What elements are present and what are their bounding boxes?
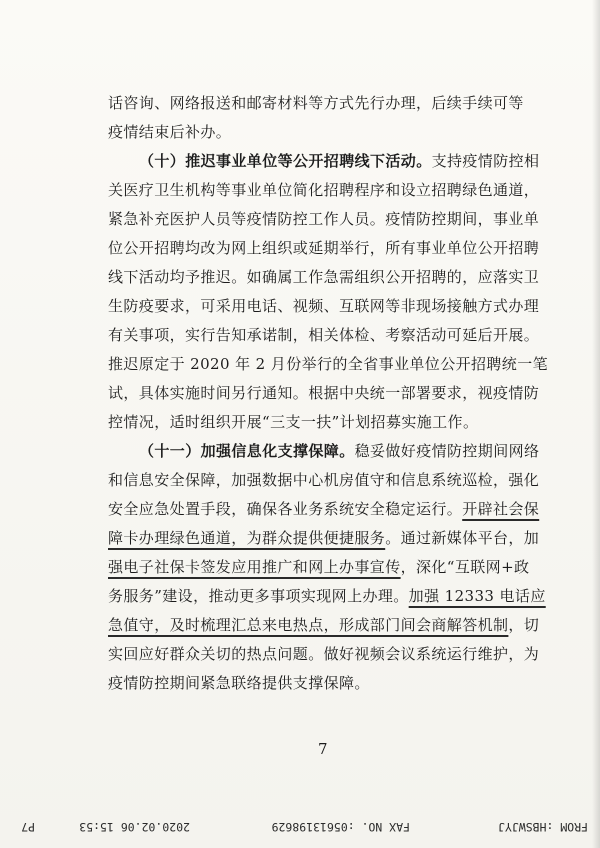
fax-page: P7 bbox=[21, 820, 35, 834]
fax-header bbox=[0, 816, 600, 838]
text-line bbox=[108, 582, 558, 611]
text-line bbox=[108, 553, 558, 582]
text-segment: 和信息安全保障，加强数据中心机房值守和信息系统巡检，强化 bbox=[108, 471, 540, 489]
text-segment: 。通过新媒体平台，加 bbox=[385, 529, 540, 547]
fax-datetime: 2020.02.06 15:53 bbox=[79, 820, 190, 834]
text-line bbox=[108, 524, 558, 553]
text-segment: ，切 bbox=[508, 616, 540, 634]
text-line bbox=[108, 437, 558, 466]
text-line bbox=[108, 234, 558, 263]
text-line bbox=[108, 640, 558, 669]
fax-from: FROM :HBSWJYJ bbox=[497, 820, 588, 834]
text-line bbox=[108, 118, 558, 147]
text-segment: 紧急补充医护人员等疫情防控工作人员。疫情防控期间，事业单 bbox=[108, 210, 540, 228]
text-line bbox=[108, 89, 558, 118]
text-segment: 安全应急处置手段，确保各业务系统安全稳定运行。 bbox=[108, 500, 463, 518]
text-segment: 有关事项，实行告知承诺制，相关体检、考察活动可延后开展。 bbox=[108, 326, 540, 344]
body-text bbox=[108, 89, 558, 698]
underlined-text: 障卡办理绿色通道，为群众提供便捷服务 bbox=[108, 529, 386, 547]
text-line bbox=[108, 466, 558, 495]
section-heading: （十）推迟事业单位等公开招聘线下活动。 bbox=[139, 152, 432, 170]
text-segment: 稳妥做好疫情防控期间网络 bbox=[354, 442, 540, 460]
text-segment: 话咨询、网络报送和邮寄材料等方式先行办理，后续手续可等 bbox=[108, 94, 524, 112]
text-segment: 疫情结束后补办。 bbox=[108, 123, 232, 141]
text-segment: 实回应好群众关切的热点问题。做好视频会议系统运行维护，为 bbox=[108, 645, 540, 663]
text-segment: ，深化“互联网+政 bbox=[400, 558, 530, 576]
page-number: 7 bbox=[318, 740, 328, 758]
text-line bbox=[108, 205, 558, 234]
text-line bbox=[108, 147, 558, 176]
text-segment: 控情况，适时组织开展“三支一扶”计划招募实施工作。 bbox=[108, 413, 479, 431]
text-segment: 务服务”建设，推动更多事项实现网上办理。 bbox=[108, 587, 409, 605]
text-line bbox=[108, 176, 558, 205]
fax-number: FAX NO. :05613198629 bbox=[271, 820, 410, 834]
text-segment: 试，具体实施时间另行通知。根据中央统一部署要求，视疫情防 bbox=[108, 384, 540, 402]
text-line bbox=[108, 321, 558, 350]
text-segment: 推迟原定于 2020 年 2 月份举行的全省事业单位公开招聘统一笔 bbox=[108, 355, 548, 373]
text-line bbox=[108, 292, 558, 321]
text-line bbox=[108, 350, 558, 379]
page-edge-shadow bbox=[592, 0, 600, 848]
underlined-text: 急值守，及时梳理汇总来电热点，形成部门间会商解答机制 bbox=[108, 616, 509, 634]
text-segment: 关医疗卫生机构等事业单位简化招聘程序和设立招聘绿色通道， bbox=[108, 181, 540, 199]
text-segment: 支持疫情防控相 bbox=[431, 152, 540, 170]
text-segment: 生防疫要求，可采用电话、视频、互联网等非现场接触方式办理 bbox=[108, 297, 540, 315]
underlined-text: 加强 12333 电话应 bbox=[408, 587, 546, 605]
text-line bbox=[108, 408, 558, 437]
text-line bbox=[108, 495, 558, 524]
text-line bbox=[108, 669, 558, 698]
section-heading: （十一）加强信息化支撑保障。 bbox=[139, 442, 355, 460]
text-segment: 线下活动均予推迟。如确属工作急需组织公开招聘的，应落实卫 bbox=[108, 268, 540, 286]
underlined-text: 开辟社会保 bbox=[462, 500, 540, 518]
text-line bbox=[108, 611, 558, 640]
text-segment: 疫情防控期间紧急联络提供支撑保障。 bbox=[108, 674, 370, 692]
text-line bbox=[108, 263, 558, 292]
text-segment: 位公开招聘均改为网上组织或延期举行，所有事业单位公开招聘 bbox=[108, 239, 540, 257]
underlined-text: 强电子社保卡签发应用推广和网上办事宣传 bbox=[108, 558, 401, 576]
text-line bbox=[108, 379, 558, 408]
